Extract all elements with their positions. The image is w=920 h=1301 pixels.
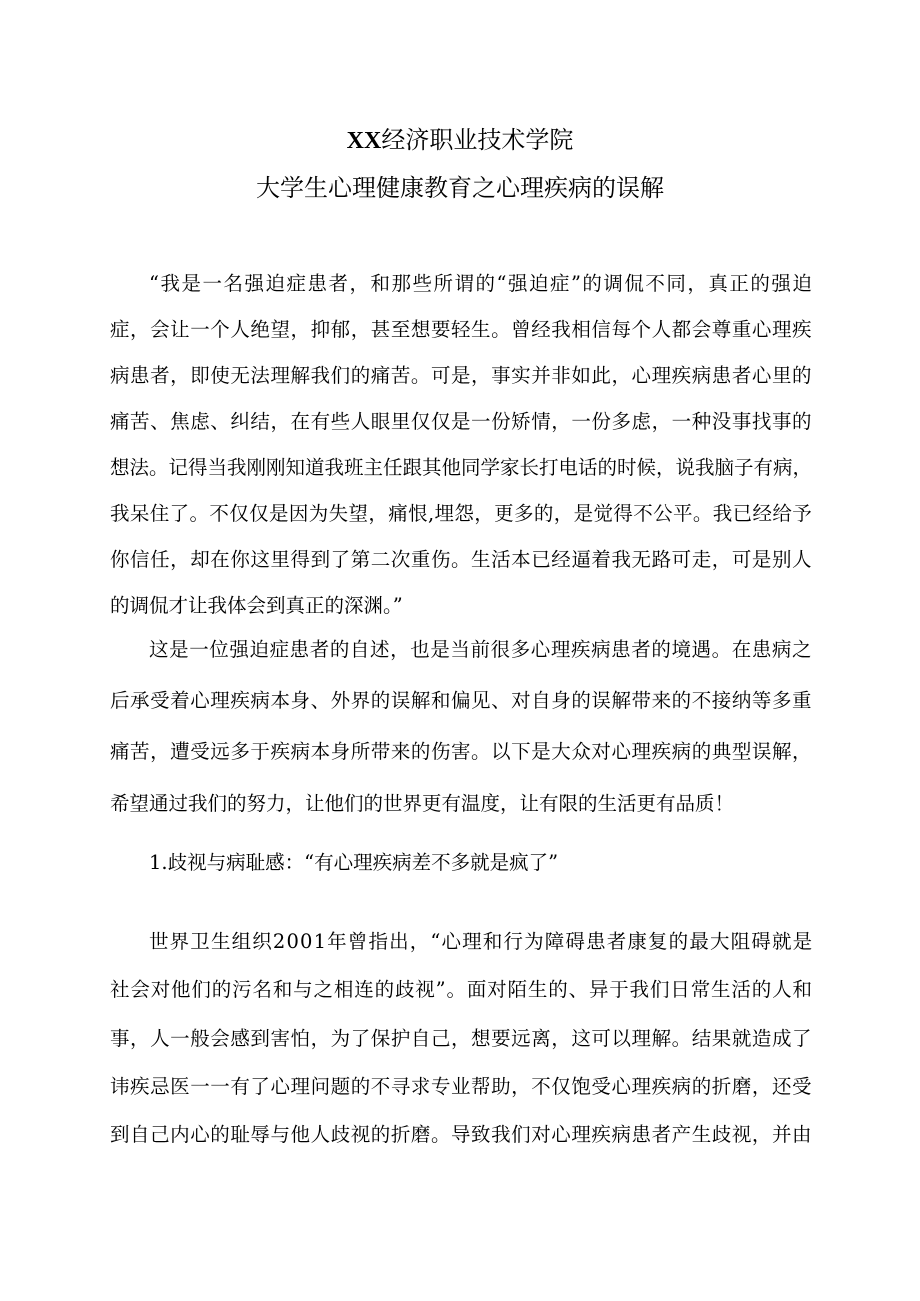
body-line: 痛苦、焦虑、纠结，在有些人眼里仅仅是一份矫情，一份多虑，一种没事找事的	[110, 410, 813, 433]
title-xx: XX	[346, 128, 382, 154]
section-heading: 1.歧视与病耻感：“有心理疾病差不多就是疯了”	[149, 851, 559, 874]
document-subtitle: 大学生心理健康教育之心理疾病的误解	[256, 174, 664, 202]
body-line: 病患者，即使无法理解我们的痛苦。可是，事实并非如此，心理疾病患者心里的	[110, 364, 813, 387]
body-line: 的调侃才让我体会到真正的深渊。”	[110, 594, 403, 617]
body-line: 症，会让一个人绝望，抑郁，甚至想要轻生。曾经我相信每个人都会尊重心理疾	[110, 318, 813, 341]
body-line: 想法。记得当我刚刚知道我班主任跟其他同学家长打电话的时候，说我脑子有病，	[110, 456, 813, 479]
body-line: 到自己内心的耻辱与他人歧视的折磨。导致我们对心理疾病患者产生歧视，并由	[110, 1123, 813, 1146]
title-institution: 经济职业技术学院	[381, 126, 574, 154]
body-line: 社会对他们的污名和与之相连的歧视”。面对陌生的、异于我们日常生活的人和	[110, 978, 813, 1001]
body-line: 痛苦，遭受远多于疾病本身所带来的伤害。以下是大众对心理疾病的典型误解，	[110, 740, 813, 763]
body-line: “我是一名强迫症患者，和那些所谓的“强迫症”的调侃不同，真正的强迫	[149, 272, 814, 295]
body-line: 后承受着心理疾病本身、外界的误解和偏见、对自身的误解带来的不接纳等多重	[110, 689, 813, 712]
body-line: 讳疾忌医一一有了心理问题的不寻求专业帮助，不仅饱受心理疾病的折磨，还受	[110, 1075, 813, 1098]
document-title	[0, 122, 920, 159]
body-line: 这是一位强迫症患者的自述，也是当前很多心理疾病患者的境遇。在患病之	[149, 638, 813, 661]
body-line: 事，人一般会感到害怕，为了保护自己，想要远离，这可以理解。结果就造成了	[110, 1027, 813, 1050]
body-line: 我呆住了。不仅仅是因为失望，痛恨,埋怨，更多的，是觉得不公平。我已经给予	[110, 502, 813, 525]
body-line: 你信任，却在你这里得到了第二次重伤。生活本已经逼着我无路可走，可是别人	[110, 548, 813, 571]
body-line: 世界卫生组织2001年曾指出，“心理和行为障碍患者康复的最大阻碍就是	[149, 930, 814, 953]
body-line: 希望通过我们的努力，让他们的世界更有温度，让有限的生活更有品质！	[110, 792, 735, 815]
